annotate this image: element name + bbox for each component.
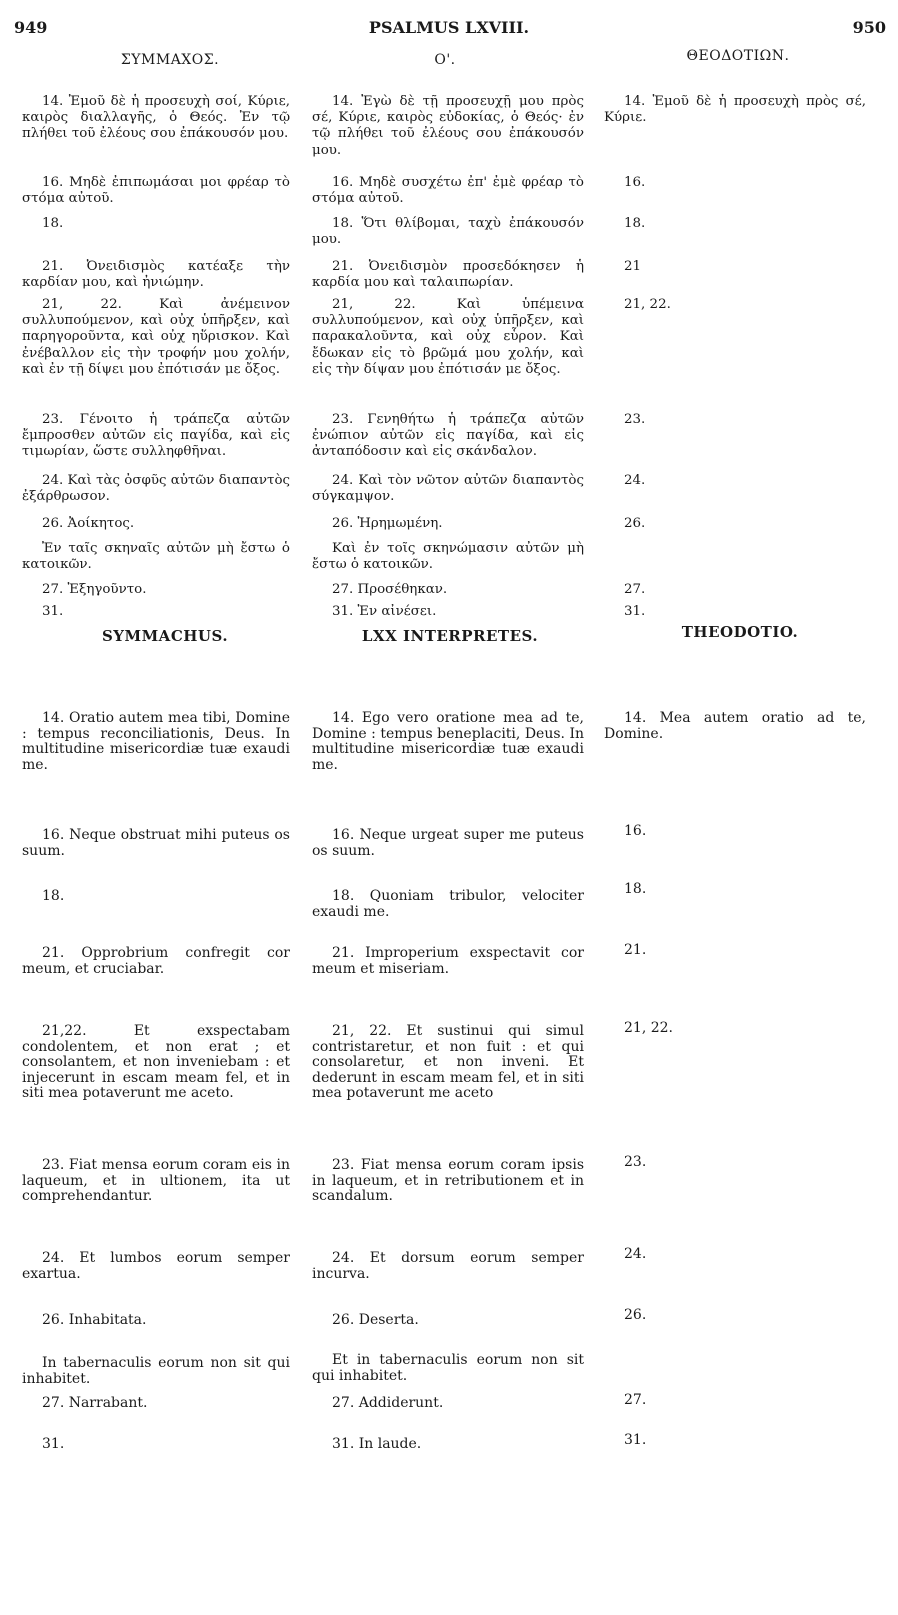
latin-lxx-entry: 27. Addiderunt.: [332, 1395, 444, 1411]
latin-lxx-entry: 24. Et dorsum eorum semper incurva.: [312, 1250, 584, 1282]
greek-sym-entry: 24. Καὶ τὰς ὀσφῦς αὐτῶν διαπαντὸς ἐξάρθρωσον.: [22, 473, 291, 505]
greek-theo-entry: 26.: [624, 516, 646, 531]
latin-sym-entry: 16. Neque obstruat mihi puteus os suum.: [22, 827, 290, 859]
latin-sym-entry: 23. Fiat mensa eorum coram eis in laqueum, et in ultionem, ita ut comprehendantur.: [22, 1157, 290, 1204]
latin-theo-entry: 24.: [624, 1246, 647, 1262]
greek-title-symmachus: ΣΥΜΜΑΧΟΣ.: [120, 52, 220, 68]
greek-lxx-entry: 27. Προσέθηκαν.: [332, 582, 448, 597]
latin-lxx-entry: 26. Deserta.: [332, 1312, 419, 1328]
latin-theo-entry: 21.: [624, 942, 647, 958]
greek-sym-entry: 23. Γένοιτο ἡ τράπεζα αὐτῶν ἔμπροσθεν αὐτῶν εἰς παγίδα, καὶ εἰς τιμωρίαν, ὥστε συλληφθῆναι.: [22, 412, 290, 460]
latin-theo-entry: 16.: [624, 823, 647, 839]
greek-theo-entry: 21, 22.: [624, 297, 671, 312]
greek-lxx-entry: 16. Μηδὲ συσχέτω ἐπ' ἐμὲ φρέαρ τὸ στόμα αὐτοῦ.: [312, 175, 584, 207]
latin-lxx-entry: 16. Neque urgeat super me puteus os suum.: [312, 827, 584, 859]
latin-title-lxx: LXX INTERPRETES.: [361, 627, 539, 645]
greek-sym-entry: Ἐν ταῖς σκηναῖς αὐτῶν μὴ ἔστω ὁ κατοικῶν.: [22, 541, 290, 573]
latin-sym-entry: 26. Inhabitata.: [42, 1312, 147, 1328]
latin-lxx-entry: 21. Improperium exspectavit cor meum et miseriam.: [312, 945, 584, 977]
latin-sym-entry: 31.: [42, 1436, 65, 1452]
greek-sym-entry: 16. Μηδὲ ἐπιπωμάσαι μοι φρέαρ τὸ στόμα αὐτοῦ.: [22, 175, 290, 207]
latin-sym-entry: 21. Opprobrium confregit cor meum, et cruciabar.: [22, 945, 290, 977]
latin-lxx-entry: 21, 22. Et sustinui qui simul contristaretur, et non fuit : et qui consolaretur, et non inveni. Et dederunt in escam meam fel, et in siti mea potaverunt me aceto: [312, 1023, 584, 1101]
greek-sym-entry: 26. Ἀοίκητος.: [42, 516, 135, 531]
latin-title-theodotio: THEODOTIO.: [681, 623, 799, 641]
greek-sym-entry: 21, 22. Καὶ ἀνέμεινον συλλυπούμενον, καὶ οὐχ ὑπῆρξεν, καὶ παρηγοροῦντα, καὶ οὐχ ηὕρισκον. Καὶ ἐνέβαλλον εἰς τὴν τροφήν μου χολήν, καὶ ἐν τῇ δίψει μου ἐπότισάν με ὄξος.: [22, 297, 290, 377]
latin-sym-entry: In tabernaculis eorum non sit qui inhabitet.: [22, 1355, 290, 1387]
greek-theo-entry: 27.: [624, 582, 646, 597]
latin-lxx-entry: Et in tabernaculis eorum non sit qui inhabitet.: [312, 1352, 584, 1384]
latin-sym-entry: 27. Narrabant.: [42, 1395, 148, 1411]
greek-lxx-entry: 21. Ὀνειδισμὸν προσεδόκησεν ἡ καρδία μου καὶ ταλαιπωρίαν.: [312, 259, 584, 291]
greek-theo-entry: 31.: [624, 604, 646, 619]
greek-theo-entry: 16.: [624, 175, 646, 190]
latin-theo-entry: 23.: [624, 1154, 647, 1170]
greek-lxx-entry: Καὶ ἐν τοῖς σκηνώμασιν αὐτῶν μὴ ἔστω ὁ κατοικῶν.: [312, 541, 584, 573]
greek-theo-entry: 14. Ἐμοῦ δὲ ἡ προσευχὴ πρὸς σέ, Κύριε.: [604, 94, 866, 126]
latin-theo-entry: 27.: [624, 1392, 647, 1408]
latin-theo-entry: 31.: [624, 1432, 647, 1448]
greek-sym-entry: 31.: [42, 604, 64, 619]
greek-lxx-entry: 21, 22. Καὶ ὑπέμεινα συλλυπούμενον, καὶ οὐχ ὑπῆρξεν, καὶ παρακαλοῦντα, καὶ οὐχ εὗρον. Καὶ ἔδωκαν εἰς τὸ βρῶμά μου χολήν, καὶ εἰς τὴν δίψαν μου ἐπότισάν με ὄξος.: [312, 297, 584, 377]
greek-lxx-entry: 24. Καὶ τὸν νῶτον αὐτῶν διαπαντὸς σύγκαμψον.: [312, 473, 584, 505]
latin-lxx-entry: 14. Ego vero oratione mea ad te, Domine : tempus beneplaciti, Deus. In multitudine misericordiæ tuæ exaudi me.: [312, 710, 584, 773]
latin-sym-entry: 24. Et lumbos eorum semper exartua.: [22, 1250, 290, 1282]
latin-theo-entry: 26.: [624, 1307, 647, 1323]
greek-lxx-entry: 18. Ὅτι θλίβομαι, ταχὺ ἐπάκουσόν μου.: [312, 216, 584, 248]
latin-lxx-entry: 18. Quoniam tribulor, velociter exaudi me.: [312, 888, 584, 920]
running-title: PSALMUS LXVIII.: [368, 18, 530, 37]
greek-sym-entry: 27. Ἐξηγοῦντο.: [42, 582, 147, 597]
latin-sym-entry: 14. Oratio autem mea tibi, Domine : tempus reconciliationis, Deus. In multitudine misericordiæ tuæ exaudi me.: [22, 710, 290, 773]
greek-sym-entry: 18.: [42, 216, 64, 231]
latin-theo-entry: 18.: [624, 881, 647, 897]
page-number-right: 950: [852, 18, 886, 37]
latin-sym-entry: 18.: [42, 888, 65, 904]
greek-title-theodotion: ΘΕΟΔΟΤΙΩΝ.: [686, 48, 790, 64]
greek-theo-entry: 21: [624, 259, 642, 274]
latin-lxx-entry: 23. Fiat mensa eorum coram ipsis in laqueum, et in retributionem et in scandalum.: [312, 1157, 584, 1204]
greek-theo-entry: 23.: [624, 412, 646, 427]
greek-lxx-entry: 14. Ἐγὼ δὲ τῇ προσευχῇ μου πρὸς σέ, Κύριε, καιρὸς εὐδοκίας, ὁ Θεός· ἐν τῷ πλήθει τοῦ ἐλέους σου ἐπάκουσόν μου.: [312, 94, 584, 158]
greek-lxx-entry: 26. Ἠρημωμένη.: [332, 516, 443, 531]
greek-theo-entry: 24.: [624, 473, 646, 488]
latin-sym-entry: 21,22. Et exspectabam condolentem, et non erat ; et consolantem, et non inveniebam : et injecerunt in escam meam fel, et in siti mea potaverunt me aceto.: [22, 1023, 290, 1101]
latin-title-symmachus: SYMMACHUS.: [101, 627, 229, 645]
latin-lxx-entry: 31. In laude.: [332, 1436, 422, 1452]
latin-theo-entry: 14. Mea autem oratio ad te, Domine.: [604, 710, 866, 742]
greek-lxx-entry: 31. Ἐν αἰνέσει.: [332, 604, 437, 619]
greek-sym-entry: 21. Ὀνειδισμὸς κατέαξε τὴν καρδίαν μου, καὶ ἠνιώμην.: [22, 259, 290, 291]
greek-title-lxx: Ο'.: [434, 52, 456, 68]
greek-sym-entry: 14. Ἐμοῦ δὲ ἡ προσευχὴ σοί, Κύριε, καιρὸς διαλλαγῆς, ὁ Θεός. Ἐν τῷ πλήθει τοῦ ἐλέους σου ἐπάκουσόν μου.: [22, 94, 290, 142]
greek-lxx-entry: 23. Γενηθήτω ἡ τράπεζα αὐτῶν ἐνώπιον αὐτῶν εἰς παγίδα, καὶ εἰς ἀνταπόδοσιν καὶ εἰς σκάνδαλον.: [312, 412, 584, 460]
page-number-left: 949: [14, 18, 48, 37]
greek-theo-entry: 18.: [624, 216, 646, 231]
latin-theo-entry: 21, 22.: [624, 1020, 673, 1036]
